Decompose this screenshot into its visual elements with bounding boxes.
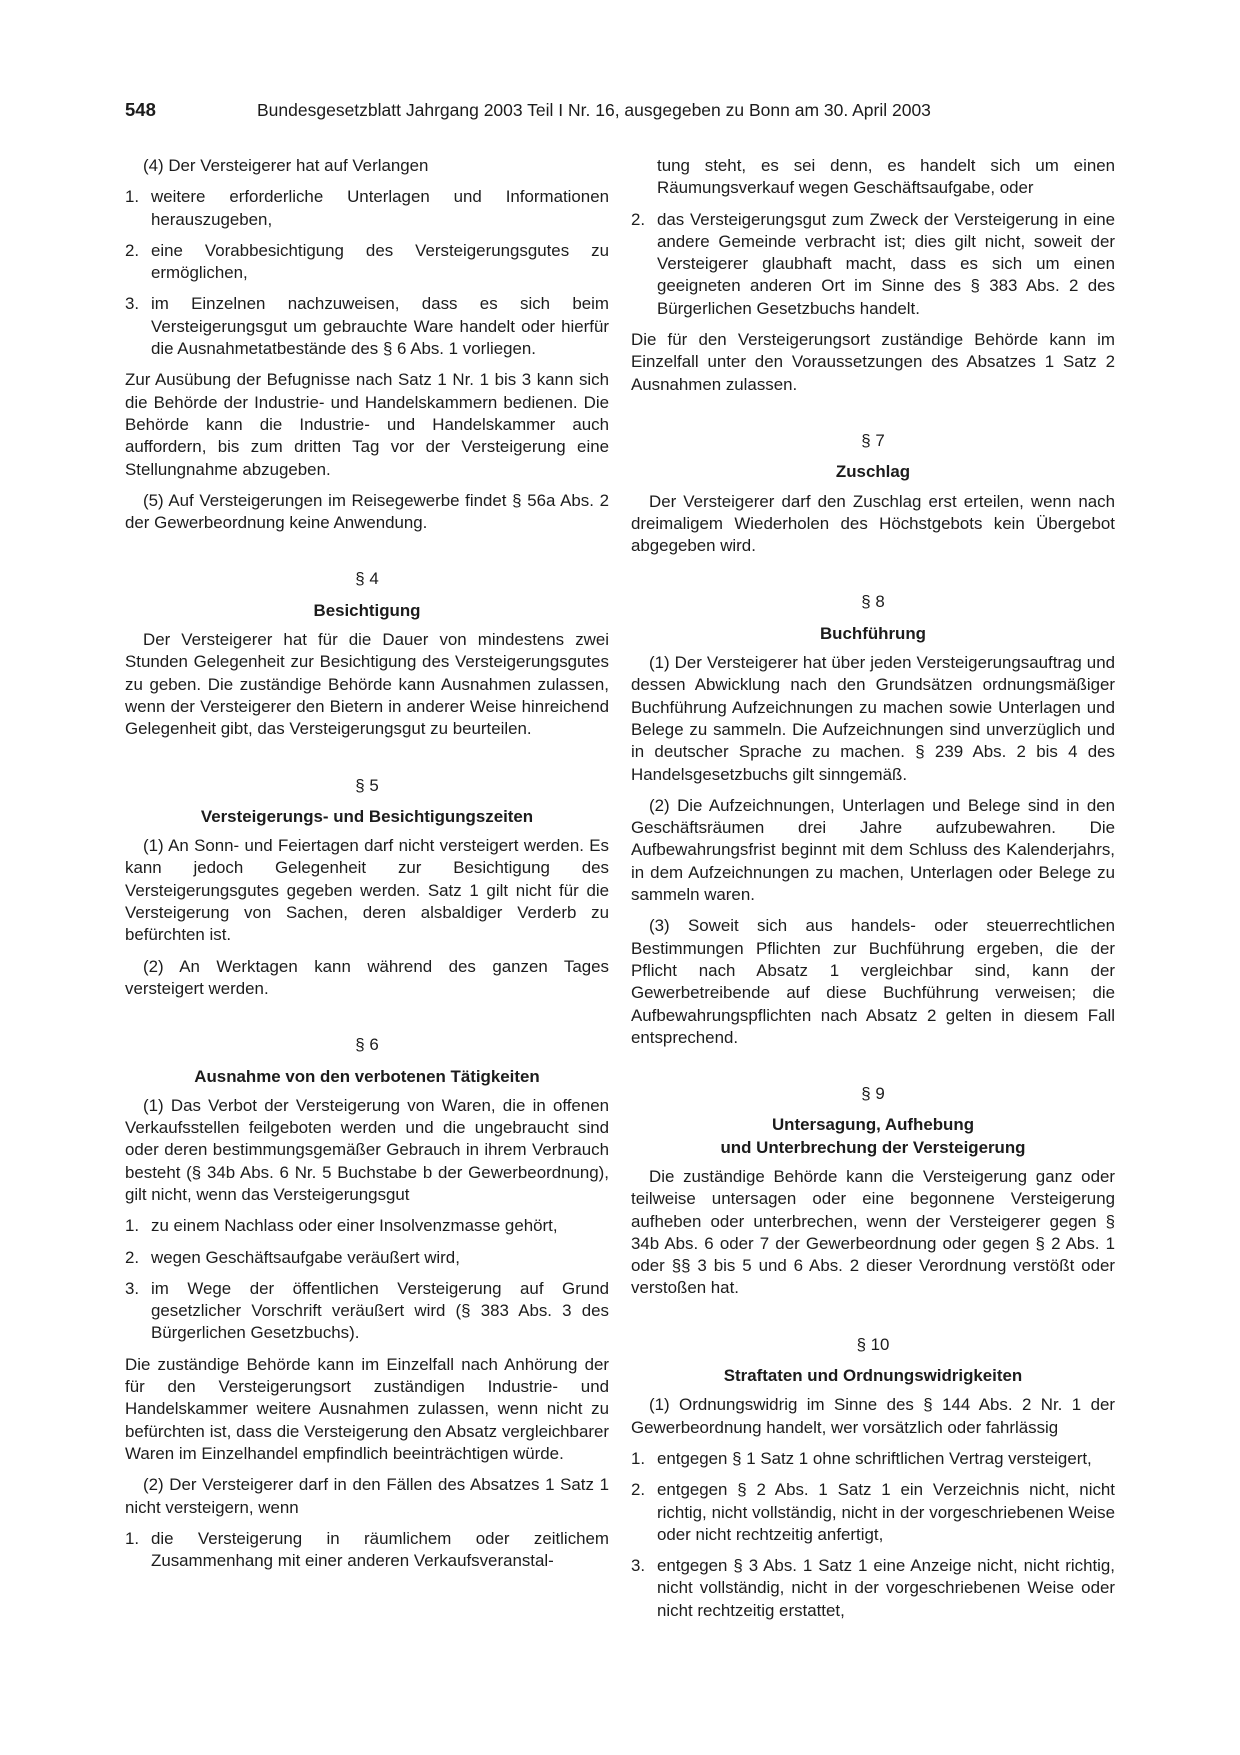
- list-text: zu einem Nachlass oder einer Insolvenzmasse gehört,: [151, 1216, 558, 1236]
- right-column: [631, 155, 1115, 1631]
- list-number: 1.: [631, 1448, 646, 1468]
- page-number: 548: [125, 99, 156, 120]
- list-text: die Versteigerung in räumlichem oder zeitlichem Zusammenhang mit einer anderen Verkaufsveranstal-: [151, 1528, 609, 1571]
- list-number: 1.: [125, 1216, 140, 1236]
- list-item: [631, 209, 1115, 320]
- list-text: entgegen § 3 Abs. 1 Satz 1 eine Anzeige nicht, nicht richtig, nicht vollständig, nicht in der vorgeschriebenen Weise oder nicht rechtzeitig erstattet,: [657, 1556, 1115, 1620]
- list-item: [125, 240, 609, 285]
- section-5-paragraph-2: (2) An Werktagen kann während des ganzen Tages versteigert werden.: [125, 956, 609, 998]
- list-item: [125, 1247, 609, 1269]
- section-4-title: Besichtigung: [313, 600, 421, 620]
- list-number: 3.: [631, 1556, 646, 1576]
- list-number: 3.: [125, 1278, 140, 1298]
- section-6-paragraph-1: (1) Das Verbot der Versteigerung von Waren, die in offenen Verkaufsstellen feilgeboten werden und die ungebraucht sind oder deren bestimmungsgemäßer Gebrauch in ihrem Verbrauch besteht (§ 34b Abs. 6 Nr. 5 Buchstabe b der Gewerbeordnung), gilt nicht, wenn das Versteigerungsgut: [125, 1095, 609, 1204]
- list-item: [125, 293, 609, 360]
- list-item-continuation: [631, 155, 1115, 200]
- list-text: eine Vorabbesichtigung des Versteigerungsgutes zu ermöglichen,: [151, 240, 609, 283]
- list-number: 3.: [125, 294, 140, 314]
- list-item: [631, 1448, 1115, 1470]
- section-7-number: § 7: [861, 430, 885, 450]
- list-text: im Wege der öffentlichen Versteigerung auf Grund gesetzlicher Vorschrift veräußert wird (§ 383 Abs. 3 des Bürgerlichen Gesetzbuchs).: [151, 1278, 609, 1343]
- section-8-paragraph-1: (1) Der Versteigerer hat über jeden Versteigerungsauftrag und dessen Abwicklung nach den Grundsätzen ordnungsmäßiger Buchführung Aufzeichnungen zu machen sowie Unterlagen und Belege zu sammeln. Die Aufzeichnungen sind unverzüglich und in deutscher Sprache zu machen. § 239 Abs. 2 bis 4 des Handelsgesetzbuchs gilt sinngemäß.: [631, 653, 1115, 784]
- list-text: weitere erforderliche Unterlagen und Informationen herauszugeben,: [151, 187, 609, 229]
- list-item: [125, 1528, 609, 1573]
- section-7-text: Der Versteigerer darf den Zuschlag erst erteilen, wenn nach dreimaligem Wiederholen des Höchstgebots kein Übergebot abgegeben wird.: [631, 491, 1115, 556]
- section-9-title-line-2: und Unterbrechung der Versteigerung: [720, 1137, 1026, 1157]
- paragraph-5: (5) Auf Versteigerungen im Reisegewerbe findet § 56a Abs. 2 der Gewerbeordnung keine Anwendung.: [125, 490, 609, 533]
- section-9-title-line-1: Untersagung, Aufhebung: [771, 1115, 975, 1135]
- page-header: [125, 99, 1115, 125]
- list-item: [125, 1278, 609, 1345]
- list-number: 1.: [125, 187, 140, 207]
- running-title: Bundesgesetzblatt Jahrgang 2003 Teil I Nr. 16, ausgegeben zu Bonn am 30. April 2003: [257, 100, 931, 120]
- list-number: 2.: [631, 1480, 646, 1500]
- section-8-title: Buchführung: [819, 623, 926, 643]
- section-9-number: § 9: [861, 1084, 885, 1104]
- left-column: [125, 155, 609, 1581]
- section-4-number: § 4: [355, 569, 379, 589]
- list-number: 1.: [125, 1528, 140, 1548]
- section-5-paragraph-1: (1) An Sonn- und Feiertagen darf nicht versteigert werden. Es kann jedoch Gelegenheit zur Besichtigung des Versteigerungsgutes gegeben werden. Satz 1 gilt nicht für die Versteigerung von Sachen, deren alsbaldiger Verderb zu befürchten ist.: [125, 836, 609, 945]
- section-10-title: Straftaten und Ordnungswidrigkeiten: [723, 1366, 1023, 1386]
- section-6-title: Ausnahme von den verbotenen Tätigkeiten: [194, 1066, 540, 1086]
- section-8-paragraph-2: (2) Die Aufzeichnungen, Unterlagen und Belege sind in den Geschäftsräumen drei Jahre aufzubewahren. Die Aufbewahrungsfrist beginnt mit dem Schluss des Kalenderjahrs, in dem Aufzeichnungen zu machen, Unterlagen oder Belege zu sammeln waren.: [631, 795, 1115, 905]
- paragraph-4-after: Zur Ausübung der Befugnisse nach Satz 1 Nr. 1 bis 3 kann sich die Behörde der Industrie- und Handelskammern bedienen. Die Behörde kann die Industrie- und Handelskammer auch auffordern, bis zum dritten Tag vor der Versteigerung eine Stellungnahme abzugeben.: [125, 370, 609, 479]
- section-8-number: § 8: [861, 592, 885, 612]
- section-5-title: Versteigerungs- und Besichtigungszeiten: [200, 806, 534, 826]
- section-7-title: Zuschlag: [835, 462, 911, 482]
- list-item: [125, 186, 609, 231]
- list-number: 2.: [125, 1247, 140, 1267]
- list-text: das Versteigerungsgut zum Zweck der Versteigerung in eine andere Gemeinde verbracht ist; dies gilt nicht, soweit der Versteigerer glaubhaft macht, dass es sich um einen geeigneten anderen Ort im Sinne des § 383 Abs. 2 des Bürgerlichen Gesetzbuchs handelt.: [657, 209, 1115, 318]
- paragraph-4-intro: (4) Der Versteigerer hat auf Verlangen: [143, 156, 429, 175]
- section-8-paragraph-3: (3) Soweit sich aus handels- oder steuerrechtlichen Bestimmungen Pflichten zur Buchführung ergeben, die der Pflicht nach Absatz 1 vergleichbar sind, kann der Gewerbetreibende auf diese Buchführung verweisen; die Aufbewahrungspflichten nach Absatz 2 gelten in diesem Fall entsprechend.: [631, 916, 1115, 1047]
- list-text: tung steht, es sei denn, es handelt sich um einen Räumungsverkauf wegen Geschäftsaufgabe, oder: [657, 156, 1115, 198]
- list-number: 2.: [125, 240, 140, 260]
- section-4-text: Der Versteigerer hat für die Dauer von mindestens zwei Stunden Gelegenheit zur Besichtigung des Versteigerungsgutes zu geben. Die zuständige Behörde kann Ausnahmen zulassen, wenn der Versteigerer den Bietern in anderer Weise hinreichend Gelegenheit gibt, das Versteigerungsgut zu beurteilen.: [125, 630, 609, 739]
- section-6-closing: Die für den Versteigerungsort zuständige Behörde kann im Einzelfall unter den Voraussetzungen des Absatzes 1 Satz 2 Ausnahmen zulassen.: [631, 330, 1115, 394]
- list-text: wegen Geschäftsaufgabe veräußert wird,: [151, 1247, 460, 1267]
- section-6-paragraph-2: (2) Der Versteigerer darf in den Fällen des Absatzes 1 Satz 1 nicht versteigern, wenn: [125, 1475, 609, 1517]
- section-5-number: § 5: [355, 775, 379, 795]
- section-6-number: § 6: [355, 1035, 379, 1055]
- list-item: [631, 1479, 1115, 1546]
- list-text: im Einzelnen nachzuweisen, dass es sich beim Versteigerungsgut um gebrauchte Ware handelt oder hierfür die Ausnahmetatbestände des § 6 Abs. 1 vorliegen.: [151, 294, 609, 359]
- list-item: [631, 1555, 1115, 1622]
- section-10-paragraph-1: (1) Ordnungswidrig im Sinne des § 144 Abs. 2 Nr. 1 der Gewerbeordnung handelt, wer vorsätzlich oder fahrlässig: [631, 1395, 1115, 1437]
- list-text: entgegen § 2 Abs. 1 Satz 1 ein Verzeichnis nicht, nicht richtig, nicht vollständig, nicht in der vorgeschriebenen Weise oder nicht rechtzeitig anfertigt,: [657, 1480, 1115, 1544]
- list-number: 2.: [631, 209, 646, 229]
- section-6-after: Die zuständige Behörde kann im Einzelfall nach Anhörung der für den Versteigerungsort zuständigen Industrie- und Handelskammer weitere Ausnahmen zulassen, wenn nicht zu befürchten ist, dass die Versteigerung den Absatz vergleichbarer Waren im Einzelhandel empfindlich beeinträchtigen würde.: [125, 1354, 609, 1463]
- section-9-text: Die zuständige Behörde kann die Versteigerung ganz oder teilweise untersagen oder eine begonnene Versteigerung aufheben oder unterbrechen, wenn der Versteigerer gegen § 34b Abs. 6 oder 7 der Gewerbeordnung oder gegen § 2 Abs. 1 oder §§ 3 bis 5 und 6 Abs. 2 dieser Verordnung verstößt oder verstoßen hat.: [631, 1166, 1115, 1298]
- list-item: [125, 1215, 609, 1237]
- list-text: entgegen § 1 Satz 1 ohne schriftlichen Vertrag versteigert,: [657, 1448, 1092, 1468]
- section-10-number: § 10: [856, 1334, 890, 1354]
